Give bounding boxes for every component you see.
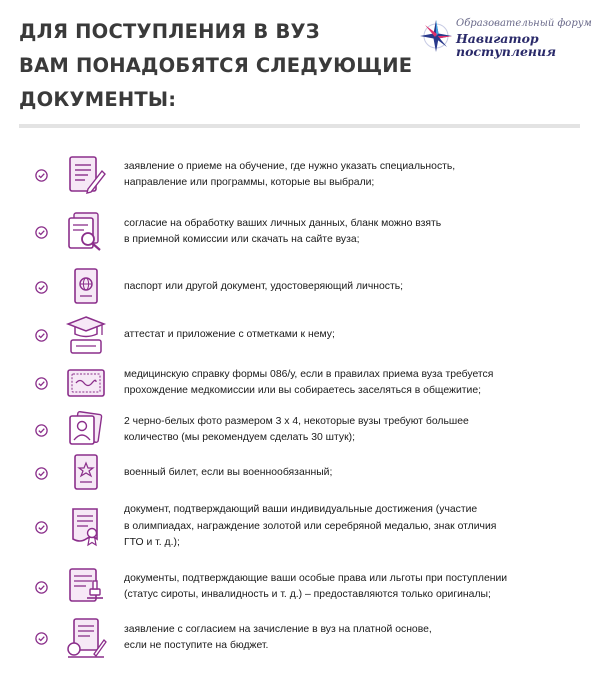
item-text-line: прохождение медкомиссии или вы собираетесь заселяться в общежитие; [124, 385, 481, 396]
item-text-line: в приемной комиссии или скачать на сайте вуза; [124, 234, 360, 245]
title-line-1: ДЛЯ ПОСТУПЛЕНИЯ В ВУЗ [19, 20, 320, 43]
item-text-line: медицинскую справку формы 086/у, если в правилах приема вуза требуется [124, 368, 494, 380]
diploma-achievement-icon [64, 505, 108, 549]
item-text [124, 571, 584, 604]
item-text-line: паспорт или другой документ, удостоверяющий личность; [124, 280, 404, 292]
logo-subtitle: Образовательный форум [456, 18, 592, 29]
application-document-icon [64, 153, 108, 197]
logo-title-line-2: поступления [456, 44, 557, 59]
header-divider [19, 124, 580, 128]
item-text-line: документ, подтверждающий ваши индивидуальные достижения (участие [124, 504, 478, 516]
title-line-3: ДОКУМЕНТЫ: [19, 88, 177, 111]
item-text [124, 465, 584, 482]
check-circle-icon [35, 329, 48, 342]
check-circle-icon [35, 467, 48, 480]
check-circle-icon [35, 169, 48, 182]
item-text-line: военный билет, если вы военнообязанный; [124, 466, 333, 478]
check-circle-icon [35, 632, 48, 645]
item-text-line: заявление о приеме на обучение, где нужно указать специальность, [124, 160, 456, 172]
item-text-line: в олимпиадах, награждение золотой или серебряной медалью, знак отличия [124, 520, 497, 532]
check-circle-icon [35, 281, 48, 294]
documents-magnifier-icon [64, 210, 108, 254]
item-text-line: аттестат и приложение с отметками к нему; [124, 328, 335, 340]
compass-star-icon [418, 18, 454, 54]
check-circle-icon [35, 521, 48, 534]
navigator-logo [418, 16, 594, 58]
item-text [124, 622, 584, 655]
item-text-line: согласие на обработку ваших личных данных, бланк можно взять [124, 217, 442, 229]
item-text [124, 414, 584, 447]
page-title [19, 15, 413, 117]
item-text-line: 2 черно-белых фото размером 3 х 4, некоторые вузы требуют большее [124, 415, 469, 427]
passport-icon [64, 265, 108, 309]
logo-title-line-1: Навигатор [456, 31, 539, 46]
graduation-certificate-icon [64, 313, 108, 357]
check-circle-icon [35, 377, 48, 390]
item-text-line: количество (мы рекомендуем сделать 30 штук); [124, 432, 355, 443]
medical-certificate-icon [64, 361, 108, 405]
item-text-line: направление или программы, которые вы выбрали; [124, 177, 375, 188]
item-text-line: заявление с согласием на зачисление в вуз на платной основе, [124, 623, 432, 635]
item-text [124, 216, 584, 249]
check-circle-icon [35, 424, 48, 437]
photos-icon [64, 408, 108, 452]
item-text-line: документы, подтверждающие ваши особые права или льготы при поступлении [124, 572, 508, 584]
item-text-line: ГТО и т. д.); [124, 537, 180, 549]
title-line-2: ВАМ ПОНАДОБЯТСЯ СЛЕДУЮЩИЕ [19, 54, 413, 77]
item-text [124, 279, 584, 296]
item-text-line: если не поступите на бюджет. [124, 640, 269, 651]
check-circle-icon [35, 581, 48, 594]
check-circle-icon [35, 226, 48, 239]
item-text-line: (статус сироты, инвалидность и т. д.) – предоставляются только оригиналы; [124, 589, 491, 600]
item-text [124, 367, 584, 400]
item-text [124, 502, 584, 552]
military-id-icon [64, 451, 108, 495]
item-text [124, 327, 584, 344]
stamped-document-icon [64, 565, 108, 609]
contract-signing-icon [64, 616, 108, 660]
item-text [124, 159, 584, 192]
